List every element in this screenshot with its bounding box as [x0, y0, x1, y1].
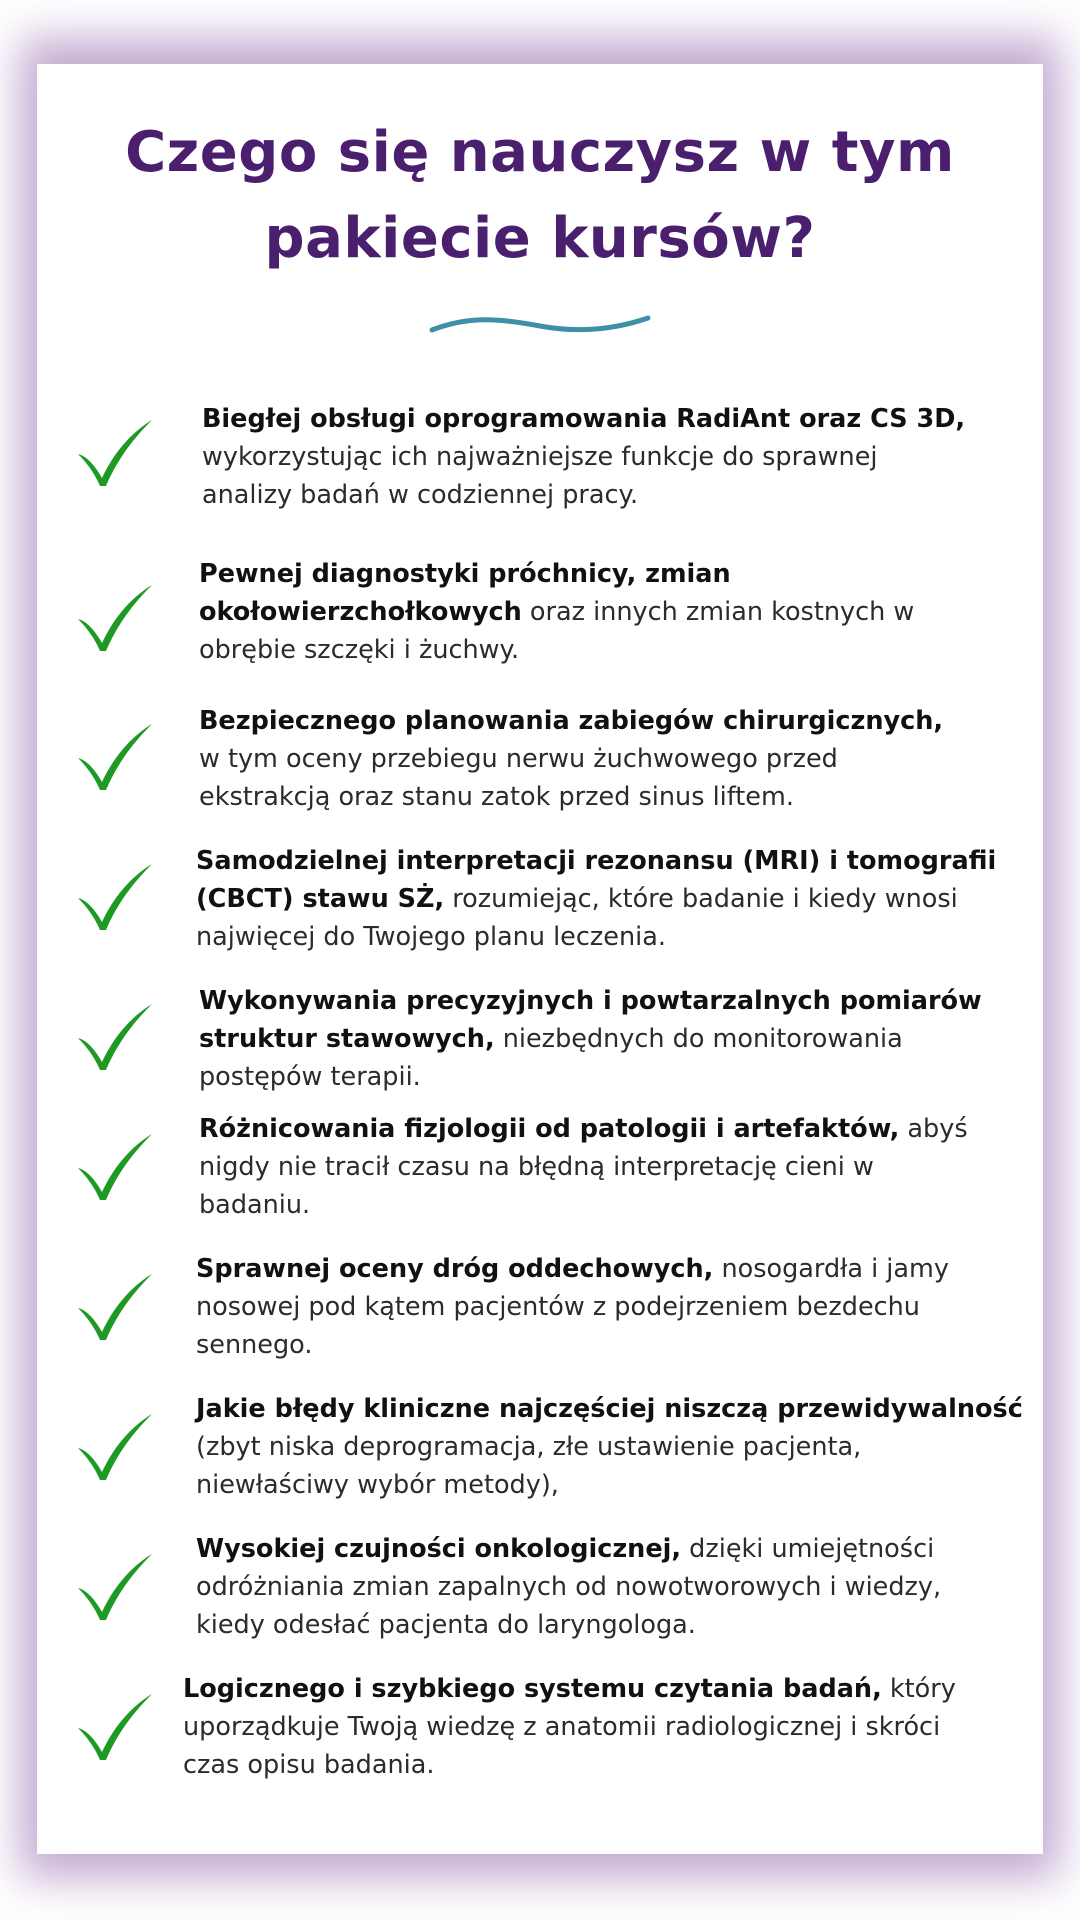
item-line-1 — [196, 1530, 941, 1568]
item-bold-text: Wysokiej czujności onkologicznej, — [196, 1534, 682, 1564]
item-line-3 — [196, 1326, 949, 1364]
check-mark-icon — [76, 862, 154, 932]
item-plain-text: analizy badań w codziennej pracy. — [202, 480, 639, 510]
check-mark-icon — [76, 1002, 154, 1072]
item-plain-text: dzięki umiejętności — [681, 1534, 935, 1564]
check-mark-icon — [76, 1132, 154, 1202]
item-plain-text: niezbędnych do monitorowania — [494, 1024, 903, 1054]
item-plain-text: postępów terapii. — [199, 1062, 421, 1092]
item-plain-text: (zbyt niska deprogramacja, złe ustawienie pacjenta, — [196, 1432, 862, 1462]
item-line-1 — [183, 1670, 956, 1708]
item-line-2 — [196, 1288, 949, 1326]
item-bold-text: struktur stawowych, — [199, 1024, 495, 1054]
item-plain-text: niewłaściwy wybór metody), — [196, 1470, 559, 1500]
item-text — [199, 555, 914, 669]
item-line-1 — [196, 1390, 1023, 1428]
item-plain-text: sennego. — [196, 1330, 313, 1360]
check-mark-icon — [76, 1692, 154, 1762]
item-bold-text: Jakie błędy kliniczne najczęściej niszczą przewidywalność — [196, 1394, 1023, 1424]
item-bold-text: Biegłej obsługi oprogramowania RadiAnt oraz CS 3D, — [202, 404, 966, 434]
item-text — [196, 1250, 949, 1364]
check-mark-icon — [76, 418, 154, 488]
item-line-3 — [196, 918, 996, 956]
item-plain-text: nosogardła i jamy — [713, 1254, 949, 1284]
item-bold-text: Bezpiecznego planowania zabiegów chirurgicznych, — [199, 706, 944, 736]
item-text — [199, 1110, 968, 1224]
item-line-2 — [199, 740, 943, 778]
item-plain-text: abyś — [899, 1114, 968, 1144]
item-plain-text: wykorzystując ich najważniejsze funkcje do sprawnej — [202, 442, 878, 472]
item-bold-text: Różnicowania fizjologii od patologii i artefaktów, — [199, 1114, 900, 1144]
item-line-2 — [196, 1428, 1023, 1466]
item-plain-text: badaniu. — [199, 1190, 311, 1220]
item-bold-text: Logicznego i szybkiego systemu czytania badań, — [183, 1674, 882, 1704]
item-line-2 — [202, 438, 965, 476]
item-line-1 — [199, 555, 914, 593]
item-plain-text: czas opisu badania. — [183, 1750, 435, 1780]
item-line-1 — [196, 1250, 949, 1288]
item-line-1 — [199, 1110, 968, 1148]
item-bold-text: Pewnej diagnostyki próchnicy, zmian — [199, 559, 731, 589]
item-bold-text: Samodzielnej interpretacji rezonansu (MRI) i tomografii — [196, 846, 997, 876]
item-line-2 — [183, 1708, 956, 1746]
item-text — [199, 702, 943, 816]
item-plain-text: rozumiejąc, które badanie i kiedy wnosi — [444, 884, 958, 914]
item-line-3 — [199, 778, 943, 816]
title-line-1: Czego się nauczysz w tym — [125, 120, 955, 185]
item-plain-text: oraz innych zmian kostnych w — [521, 597, 915, 627]
item-plain-text: który — [881, 1674, 956, 1704]
item-plain-text: obrębie szczęki i żuchwy. — [199, 635, 520, 665]
item-plain-text: uporządkuje Twoją wiedzę z anatomii radiologicznej i skróci — [183, 1712, 941, 1742]
item-line-1 — [199, 982, 982, 1020]
item-line-3 — [196, 1466, 1023, 1504]
item-text — [196, 1530, 941, 1644]
check-mark-icon — [76, 722, 154, 792]
check-mark-icon — [76, 1272, 154, 1342]
item-plain-text: ekstrakcją oraz stanu zatok przed sinus liftem. — [199, 782, 794, 812]
item-text — [183, 1670, 956, 1784]
item-bold-text: Sprawnej oceny dróg oddechowych, — [196, 1254, 714, 1284]
title-line-2: pakiecie kursów? — [264, 206, 816, 271]
item-line-3 — [183, 1746, 956, 1784]
item-line-3 — [196, 1606, 941, 1644]
item-line-3 — [199, 631, 914, 669]
item-line-2 — [196, 880, 996, 918]
item-plain-text: najwięcej do Twojego planu leczenia. — [196, 922, 666, 952]
item-line-1 — [199, 702, 943, 740]
item-line-2 — [199, 593, 914, 631]
wave-divider — [428, 310, 652, 340]
item-line-1 — [202, 400, 965, 438]
item-bold-text: (CBCT) stawu SŻ, — [196, 884, 445, 914]
item-text — [196, 842, 996, 956]
item-line-2 — [199, 1148, 968, 1186]
item-bold-text: okołowierzchołkowych — [199, 597, 522, 627]
check-mark-icon — [76, 583, 154, 653]
item-plain-text: w tym oceny przebiegu nerwu żuchwowego przed — [199, 744, 838, 774]
item-line-3 — [199, 1186, 968, 1224]
item-plain-text: odróżniania zmian zapalnych od nowotworowych i wiedzy, — [196, 1572, 942, 1602]
item-plain-text: kiedy odesłać pacjenta do laryngologa. — [196, 1610, 696, 1640]
item-line-2 — [199, 1020, 982, 1058]
item-text — [202, 400, 965, 514]
item-line-2 — [196, 1568, 941, 1606]
item-text — [199, 982, 982, 1096]
item-line-3 — [202, 476, 965, 514]
item-line-1 — [196, 842, 996, 880]
page-title — [0, 110, 1080, 282]
item-plain-text: nigdy nie tracił czasu na błędną interpretację cieni w — [199, 1152, 874, 1182]
item-bold-text: Wykonywania precyzyjnych i powtarzalnych pomiarów — [199, 986, 982, 1016]
check-mark-icon — [76, 1552, 154, 1622]
item-plain-text: nosowej pod kątem pacjentów z podejrzeniem bezdechu — [196, 1292, 920, 1322]
item-line-3 — [199, 1058, 982, 1096]
check-mark-icon — [76, 1412, 154, 1482]
item-text — [196, 1390, 1023, 1504]
